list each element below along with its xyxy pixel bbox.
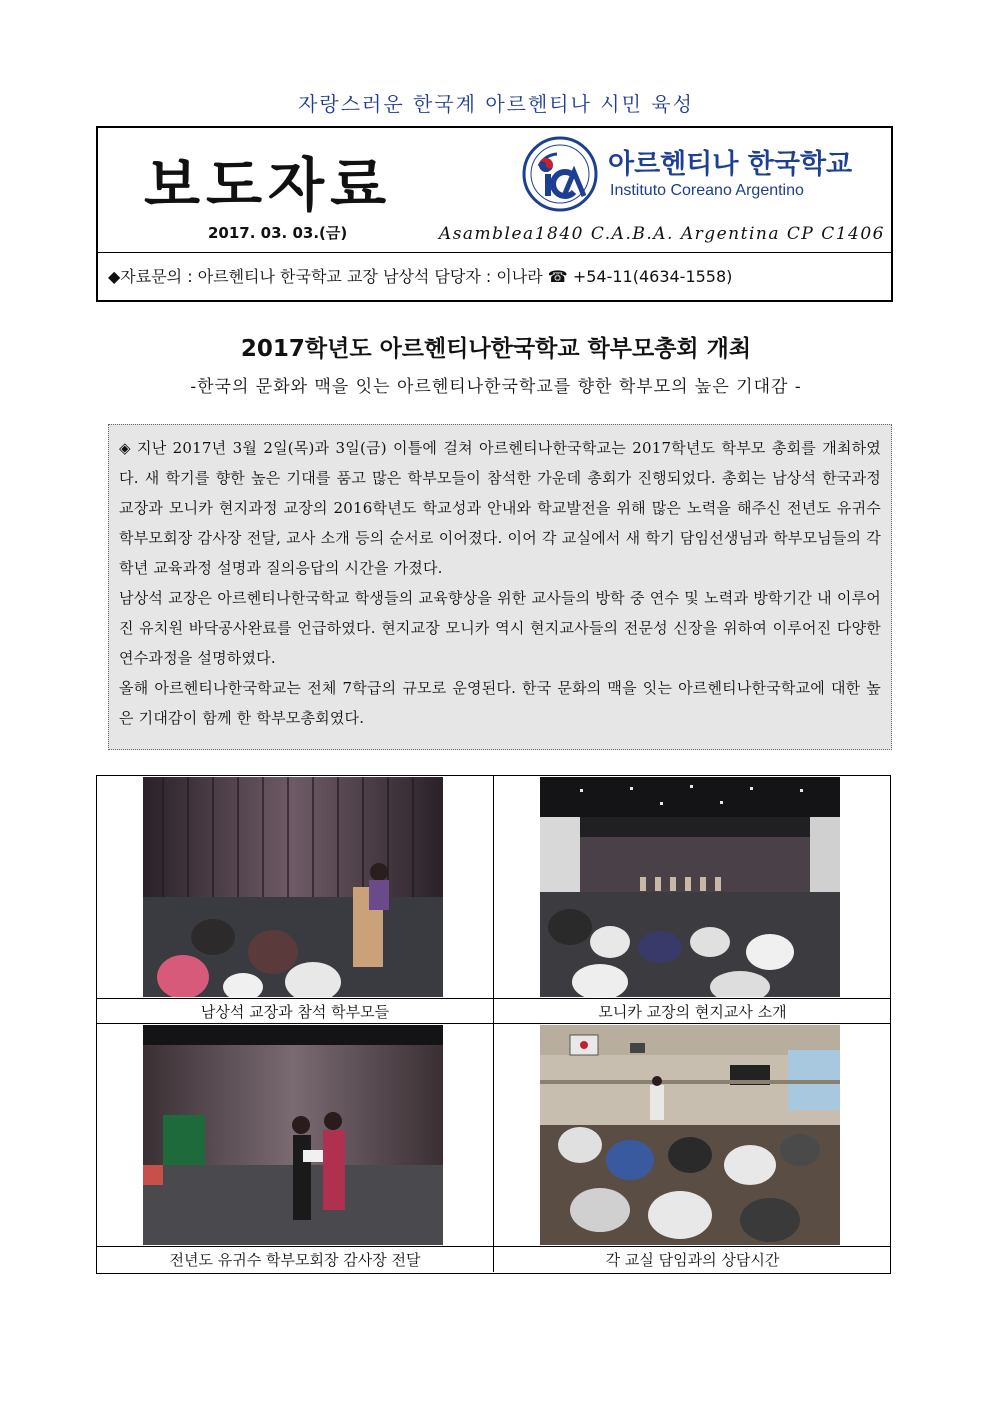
school-address: Asamblea1840 C.A.B.A. Argentina CP C1406 [438,224,885,244]
photo-cell [494,1024,891,1272]
press-release-header [96,126,893,302]
photo-classroom-consultation [540,1025,840,1245]
caption-divider [97,998,493,999]
header-divider [98,252,891,253]
school-name-spanish: Instituto Coreano Argentino [610,182,804,199]
photo-teacher-introduction [540,777,840,997]
photo-cell [97,1024,494,1272]
photo-grid [96,775,891,1274]
article-body [108,424,892,750]
article-paragraph: ◈ 지난 2017년 3월 2일(목)과 3일(금) 이틀에 걸쳐 아르헨티나한국학교는 2017학년도 학부모 총회를 개최하였다. 새 학기를 향한 높은 기대를 품고 많은 학부모들이 참석한 가운데 총회가 진행되었다. 총회는 남상석 한국과정 교장과 모니카 현지과정 교장의 2016학년도 학교성과 안내와 학교발전을 위해 많은 노력을 해주신 전년도 유귀수 학부모회장 감사장 전달, 교사 소개 등의 순서로 이어졌다. 이어 각 교실에서 새 학기 담임선생님과 학부모님들의 각 학년 교육과정 설명과 질의응답의 시간을 가졌다. [119,439,881,577]
photo-cell [97,776,494,1024]
slogan: 자랑스러운 한국계 아르헨티나 시민 육성 [298,92,694,116]
school-name-korean: 아르헨티나 한국학교 [608,149,853,180]
article-subtitle: -한국의 문화와 맥을 잇는 아르헨티나한국학교를 향한 학부모의 높은 기대감 - [190,377,802,397]
article-paragraph: 남상석 교장은 아르헨티나한국학교 학생들의 교육향상을 위한 교사들의 방학 중 연수 및 노력과 방학기간 내 이루어진 유치원 바닥공사완료를 언급하였다. 현지교장 모니카 역시 현지교사들의 전문성 신장을 위하여 이루어진 다양한 연수과정을 설명하였다. [119,589,881,667]
photo-caption: 전년도 유귀수 학부모회장 감사장 전달 [169,1251,421,1269]
caption-divider [494,998,891,999]
photo-principal-parents [143,777,443,997]
article-title: 2017학년도 아르헨티나한국학교 학부모총회 개최 [240,336,752,362]
photo-cell [494,776,891,1024]
school-logo [522,136,598,212]
photo-caption: 모니카 교장의 현지교사 소개 [598,1003,787,1021]
photo-appreciation-award [143,1025,443,1245]
release-date: 2017. 03. 03.(금) [208,224,348,242]
press-release-title: 보도자료 [144,151,393,219]
article-paragraph: 올해 아르헨티나한국학교는 전체 7학급의 규모로 운영된다. 한국 문화의 맥을 잇는 아르헨티나한국학교에 대한 높은 기대감이 함께 한 학부모총회였다. [119,679,881,727]
caption-divider [494,1246,891,1247]
photo-caption: 각 교실 담임과의 상담시간 [605,1251,780,1269]
caption-divider [97,1246,493,1247]
photo-caption: 남상석 교장과 참석 학부모들 [200,1003,390,1021]
contact-info: ◆자료문의 : 아르헨티나 한국학교 교장 남상석 담당자 : 이나라 ☎ +54-11(4634-1558) [108,267,733,286]
